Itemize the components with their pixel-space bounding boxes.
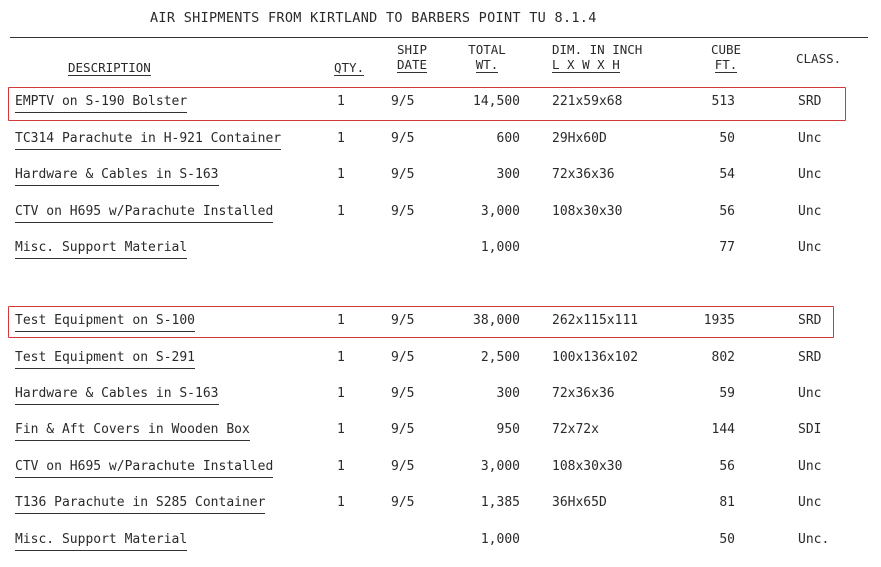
- row-cube: 59: [719, 386, 735, 401]
- header-ship-date: [392, 42, 432, 73]
- row-weight: 1,000: [480, 240, 520, 255]
- row-qty: 1: [337, 495, 345, 510]
- row-dimensions: 108x30x30: [552, 459, 623, 474]
- row-weight: 14,500: [473, 94, 520, 109]
- table-row: [15, 421, 865, 441]
- row-class: SRD: [798, 350, 822, 365]
- header-cube-line1: CUBE: [710, 42, 742, 57]
- row-qty: 1: [337, 94, 345, 109]
- header-qty-label: QTY.: [334, 60, 365, 75]
- highlight-box-second: [8, 306, 834, 338]
- header-total-line2: WT.: [475, 57, 499, 72]
- row-date: 9/5: [391, 131, 415, 146]
- row-dimensions: 221x59x68: [552, 94, 623, 109]
- row-class: Unc: [798, 204, 822, 219]
- header-rule: [10, 37, 868, 38]
- row-class: Unc: [798, 495, 822, 510]
- header-description-label: DESCRIPTION: [68, 60, 151, 75]
- header-cube: [706, 42, 746, 73]
- row-weight: 300: [496, 386, 520, 401]
- row-cube: 56: [719, 204, 735, 219]
- row-qty: 1: [337, 167, 345, 182]
- row-weight: 38,000: [473, 313, 520, 328]
- row-dimensions: 72x36x36: [552, 167, 615, 182]
- row-cube: 81: [719, 495, 735, 510]
- row-weight: 3,000: [480, 204, 520, 219]
- table-row: [15, 203, 865, 223]
- row-dimensions: 29Hx60D: [552, 131, 607, 146]
- row-date: 9/5: [391, 204, 415, 219]
- row-dimensions: 100x136x102: [552, 350, 639, 365]
- row-class: Unc: [798, 131, 822, 146]
- row-weight: 300: [496, 167, 520, 182]
- header-ship-line1: SHIP: [396, 42, 428, 57]
- row-date: 9/5: [391, 94, 415, 109]
- row-class: SRD: [798, 313, 822, 328]
- row-weight: 3,000: [480, 459, 520, 474]
- table-row: [15, 494, 865, 514]
- header-total-wt: [462, 42, 512, 73]
- row-description: EMPTV on S-190 Bolster: [15, 93, 187, 113]
- header-class-label: CLASS.: [796, 51, 842, 66]
- row-class: SRD: [798, 94, 822, 109]
- row-weight: 2,500: [480, 350, 520, 365]
- row-qty: 1: [337, 204, 345, 219]
- table-row: [15, 349, 865, 369]
- row-qty: 1: [337, 459, 345, 474]
- row-class: Unc: [798, 459, 822, 474]
- row-cube: 1935: [703, 313, 735, 328]
- row-class: SDI: [798, 422, 822, 437]
- row-description: Hardware & Cables in S-163: [15, 385, 219, 405]
- row-description: T136 Parachute in S285 Container: [15, 494, 265, 514]
- row-date: 9/5: [391, 386, 415, 401]
- row-description: CTV on H695 w/Parachute Installed: [15, 203, 273, 223]
- row-description: Hardware & Cables in S-163: [15, 166, 219, 186]
- row-dimensions: 72x36x36: [552, 386, 615, 401]
- row-date: 9/5: [391, 422, 415, 437]
- document-title: AIR SHIPMENTS FROM KIRTLAND TO BARBERS POINT TU 8.1.4: [150, 10, 597, 26]
- table-row: [15, 130, 865, 150]
- row-date: 9/5: [391, 167, 415, 182]
- row-weight: 1,385: [480, 495, 520, 510]
- header-ship-line2: DATE: [396, 57, 428, 72]
- row-class: Unc: [798, 386, 822, 401]
- row-cube: 50: [719, 131, 735, 146]
- row-cube: 144: [711, 422, 735, 437]
- row-weight: 950: [496, 422, 520, 437]
- row-cube: 802: [711, 350, 735, 365]
- row-description: Fin & Aft Covers in Wooden Box: [15, 421, 250, 441]
- row-dimensions: 108x30x30: [552, 204, 623, 219]
- row-qty: 1: [337, 131, 345, 146]
- header-class: [796, 51, 841, 66]
- row-dimensions: 36Hx65D: [552, 495, 607, 510]
- row-date: 9/5: [391, 459, 415, 474]
- row-cube: 54: [719, 167, 735, 182]
- header-description: [68, 60, 151, 76]
- row-description: Misc. Support Material: [15, 531, 187, 551]
- table-row: [15, 166, 865, 186]
- row-description: TC314 Parachute in H-921 Container: [15, 130, 281, 150]
- row-class: Unc: [798, 167, 822, 182]
- row-class: Unc.: [798, 532, 830, 547]
- row-description: Test Equipment on S-100: [15, 312, 195, 332]
- row-description: Misc. Support Material: [15, 239, 187, 259]
- header-total-line1: TOTAL: [468, 42, 506, 57]
- table-row: [15, 458, 865, 478]
- row-dimensions: 72x72x: [552, 422, 599, 437]
- row-date: 9/5: [391, 495, 415, 510]
- header-dim-line1: DIM. IN INCH: [552, 42, 643, 57]
- header-qty: [334, 60, 364, 76]
- highlight-box-first: [8, 87, 846, 121]
- row-qty: 1: [337, 422, 345, 437]
- row-dimensions: 262x115x111: [552, 313, 639, 328]
- table-row: [15, 385, 865, 405]
- table-row: [15, 239, 865, 259]
- row-date: 9/5: [391, 350, 415, 365]
- table-row: [15, 531, 865, 551]
- row-cube: 50: [719, 532, 735, 547]
- row-qty: 1: [337, 350, 345, 365]
- row-weight: 1,000: [480, 532, 520, 547]
- row-cube: 77: [719, 240, 735, 255]
- row-class: Unc: [798, 240, 822, 255]
- row-weight: 600: [496, 131, 520, 146]
- header-dim-line2: L X W X H: [552, 57, 620, 72]
- row-date: 9/5: [391, 313, 415, 328]
- row-qty: 1: [337, 386, 345, 401]
- row-cube: 513: [711, 94, 735, 109]
- header-dim: [552, 42, 642, 73]
- row-description: Test Equipment on S-291: [15, 349, 195, 369]
- row-cube: 56: [719, 459, 735, 474]
- row-qty: 1: [337, 313, 345, 328]
- header-cube-line2: FT.: [714, 57, 738, 72]
- row-description: CTV on H695 w/Parachute Installed: [15, 458, 273, 478]
